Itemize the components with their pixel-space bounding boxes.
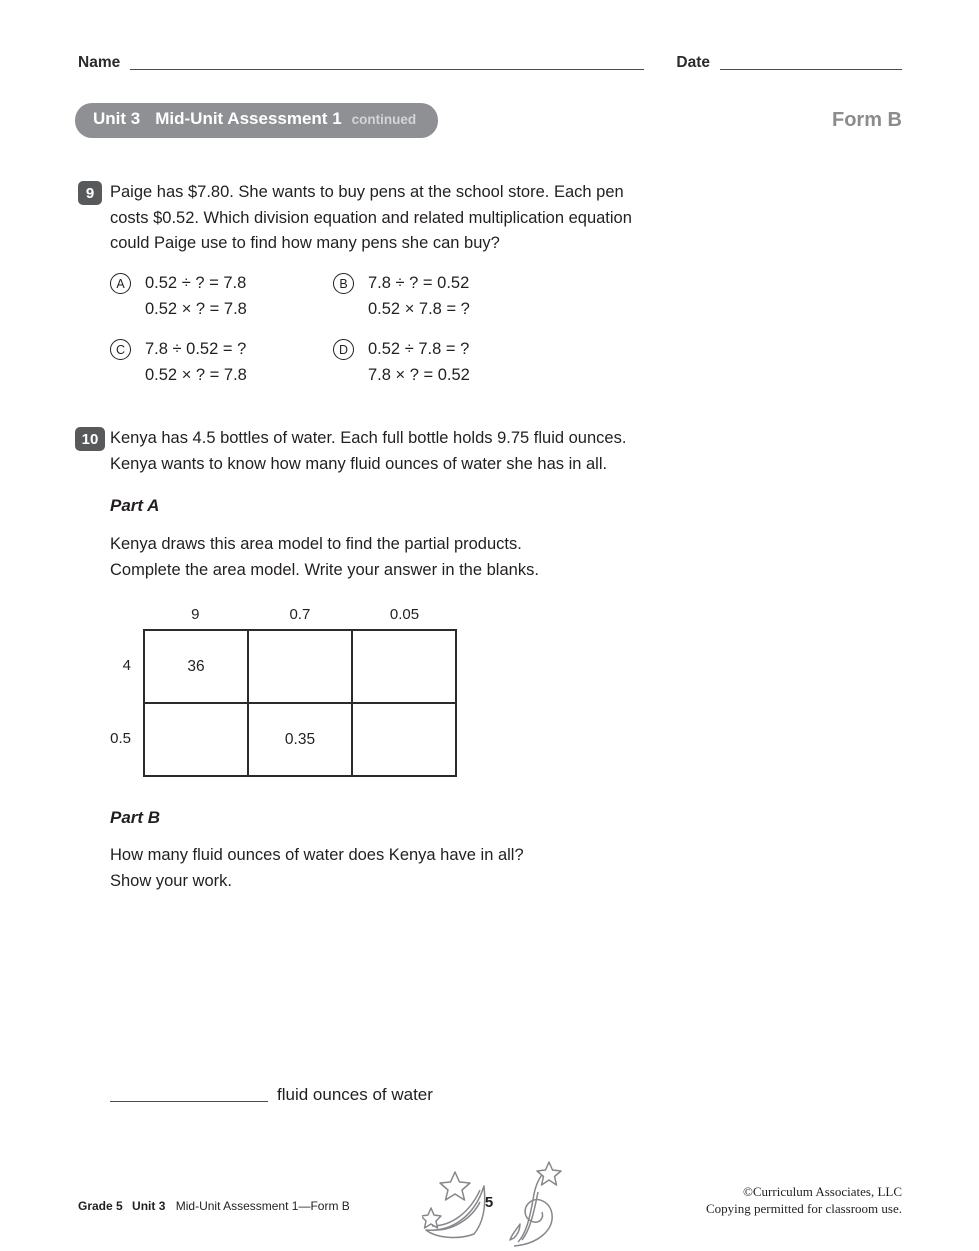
name-label: Name <box>78 54 121 71</box>
option-c-eq2: 0.52 × ? = 7.8 <box>145 365 247 384</box>
part-b-line-1: How many fluid ounces of water does Kenya have in all? <box>110 846 524 864</box>
option-c-equations <box>145 337 247 388</box>
area-model-cell-r1c1: 36 <box>145 631 249 704</box>
option-b-equations <box>368 271 470 322</box>
part-b-question <box>110 843 524 894</box>
part-a-line-1: Kenya draws this area model to find the partial products. <box>110 535 522 553</box>
area-model-row-labels <box>78 629 131 775</box>
option-d[interactable] <box>333 337 470 388</box>
footer-grade-label: Grade 5 <box>78 1199 123 1213</box>
option-d-eq2: 7.8 × ? = 0.52 <box>368 365 470 384</box>
copyright-line-2: Copying permitted for classroom use. <box>705 1200 902 1216</box>
footer-doc-label: Mid-Unit Assessment 1—Form B <box>175 1199 350 1213</box>
answer-blank[interactable] <box>110 1084 268 1102</box>
part-a-instructions <box>110 532 539 583</box>
footer-unit-label: Unit 3 <box>132 1199 166 1213</box>
unit-label: Unit 3 <box>93 109 141 128</box>
option-a-eq2: 0.52 × ? = 7.8 <box>145 299 247 318</box>
page-number: 5 <box>484 1194 494 1211</box>
copyright-text <box>706 1184 902 1217</box>
area-model-row-label-1: 4 <box>122 657 131 674</box>
date-label: Date <box>676 54 710 71</box>
option-c-eq1: 7.8 ÷ 0.52 = ? <box>145 340 247 358</box>
unit-assessment-badge <box>75 103 438 138</box>
option-a[interactable] <box>110 271 333 322</box>
area-model-cell-r2c1[interactable] <box>145 704 249 777</box>
question-9-line-1: Paige has $7.80. She wants to buy pens at the school store. Each pen <box>110 183 624 201</box>
area-model-row-label-2: 0.5 <box>110 730 131 747</box>
area-model-cell-r1c2[interactable] <box>249 631 353 704</box>
question-9-options <box>110 271 470 388</box>
continued-label: continued <box>351 112 417 127</box>
area-model-col-label-3: 0.05 <box>389 606 420 623</box>
option-d-eq1: 0.52 ÷ 7.8 = ? <box>368 340 470 358</box>
area-model-grid <box>143 629 457 777</box>
footer-document-label <box>78 1199 350 1213</box>
form-label: Form B <box>832 109 902 131</box>
part-a-line-2: Complete the area model. Write your answer in the blanks. <box>110 560 539 579</box>
option-a-eq1: 0.52 ÷ ? = 7.8 <box>145 274 247 292</box>
date-blank[interactable] <box>720 54 902 70</box>
option-b-eq2: 0.52 × 7.8 = ? <box>368 299 470 318</box>
question-10-line-1: Kenya has 4.5 bottles of water. Each full bottle holds 9.75 fluid ounces. <box>110 429 627 447</box>
question-9-number-badge: 9 <box>78 181 102 205</box>
copyright-line-1: ©Curriculum Associates, LLC <box>743 1184 902 1199</box>
question-9-line-3: could Paige use to find how many pens she can buy? <box>110 234 500 253</box>
area-model-col-label-2: 0.7 <box>289 606 311 623</box>
part-a-heading: Part A <box>110 496 160 515</box>
answer-suffix: fluid ounces of water <box>277 1085 433 1104</box>
answer-row <box>110 1084 433 1102</box>
option-b-letter[interactable]: B <box>333 273 354 294</box>
area-model-cell-r2c3[interactable] <box>353 704 457 777</box>
area-model-column-labels <box>143 606 457 623</box>
option-c-letter[interactable]: C <box>110 339 131 360</box>
part-b-line-2: Show your work. <box>110 871 232 890</box>
option-a-equations <box>145 271 247 322</box>
question-9-text <box>110 180 632 257</box>
option-b-eq1: 7.8 ÷ ? = 0.52 <box>368 274 470 292</box>
option-c[interactable] <box>110 337 333 388</box>
assessment-title: Mid-Unit Assessment 1 <box>155 109 342 128</box>
area-model-cell-r2c2: 0.35 <box>249 704 353 777</box>
name-blank[interactable] <box>130 54 644 70</box>
area-model-cell-r1c3[interactable] <box>353 631 457 704</box>
question-10-number-badge: 10 <box>75 427 105 451</box>
question-10-text <box>110 426 626 477</box>
option-d-letter[interactable]: D <box>333 339 354 360</box>
question-9-line-2: costs $0.52. Which division equation and related multiplication equation <box>110 208 632 227</box>
area-model-col-label-1: 9 <box>191 606 200 623</box>
option-d-equations <box>368 337 470 388</box>
option-a-letter[interactable]: A <box>110 273 131 294</box>
part-b-heading: Part B <box>110 808 161 827</box>
question-10-line-2: Kenya wants to know how many fluid ounces of water she has in all. <box>110 454 608 473</box>
option-b[interactable] <box>333 271 470 322</box>
title-row <box>75 103 902 138</box>
name-date-row <box>78 54 902 72</box>
